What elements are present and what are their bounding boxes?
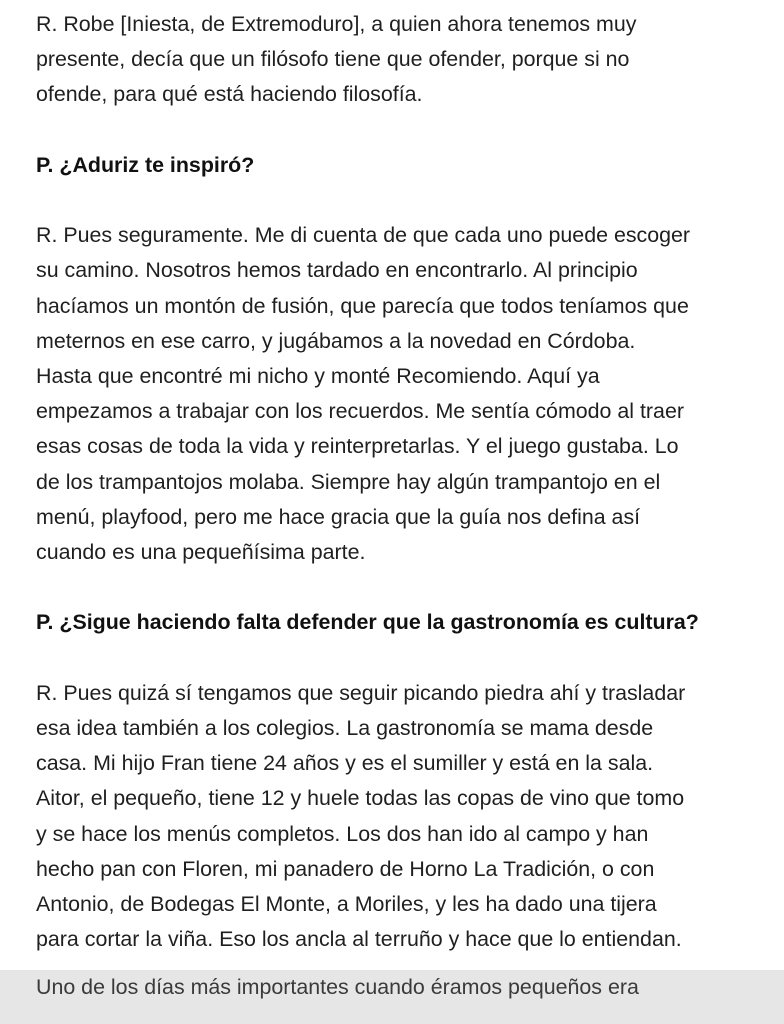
faded-continuation-line: Uno de los días más importantes cuando éramos pequeños era: [36, 975, 639, 999]
text-line: cuando es una pequeñísima parte.: [36, 540, 366, 565]
text-line: Antonio, de Bodegas El Monte, a Moriles, y les ha dado una tijera: [36, 892, 657, 917]
question-text: P. ¿Sigue haciendo falta defender que la gastronomía es cultura?: [36, 610, 699, 635]
text-line: empezamos a trabajar con los recuerdos. Me sentía cómodo al traer: [36, 399, 684, 424]
text-line: R. Pues quizá sí tengamos que seguir picando piedra ahí y trasladar: [36, 680, 686, 705]
answer-paragraph-2: [36, 218, 766, 570]
text-line: para cortar la viña. Eso los ancla al terruño y hace que lo entiendan.: [36, 927, 682, 952]
text-line: casa. Mi hijo Fran tiene 24 años y es el sumiller y está en la sala.: [36, 751, 654, 776]
text-line: hecho pan con Floren, mi panadero de Horno La Tradición, o con: [36, 856, 655, 881]
text-line: y se hace los menús completos. Los dos han ido al campo y han: [36, 821, 649, 846]
text-line: esa idea también a los colegios. La gastronomía se mama desde: [36, 716, 654, 740]
question-text: P. ¿Aduriz te inspiró?: [36, 152, 255, 177]
answer-paragraph-3: [36, 676, 766, 958]
text-line: Hasta que encontré mi nicho y monté Recomiendo. Aquí ya: [36, 364, 600, 388]
question-heading-1: [36, 148, 766, 183]
text-line: presente, decía que un filósofo tiene que ofender, porque si no: [36, 47, 630, 72]
text-line: esas cosas de toda la vida y reinterpretarlas. Y el juego gustaba. Lo: [36, 434, 679, 459]
interview-article: [36, 7, 766, 993]
text-line: de los trampantojos molaba. Siempre hay algún trampantojo en el: [36, 469, 661, 494]
text-line: menú, playfood, pero me hace gracia que la guía nos defina así: [36, 504, 641, 529]
text-line: Aitor, el pequeño, tiene 12 y huele todas las copas de vino que tomo: [36, 786, 685, 811]
text-line: R. Robe [Iniesta, de Extremoduro], a quien ahora tenemos muy: [36, 12, 637, 36]
text-line: R. Pues seguramente. Me di cuenta de que cada uno puede escoger: [36, 223, 691, 248]
question-heading-2: [36, 605, 766, 640]
text-line: hacíamos un montón de fusión, que parecía que todos teníamos que: [36, 293, 689, 318]
text-line: meternos en ese carro, y jugábamos a la novedad en Córdoba.: [36, 328, 636, 353]
text-line: su camino. Nosotros hemos tardado en encontrarlo. Al principio: [36, 258, 638, 283]
text-line: ofende, para qué está haciendo filosofía.: [36, 82, 423, 107]
answer-paragraph-1: [36, 7, 766, 113]
